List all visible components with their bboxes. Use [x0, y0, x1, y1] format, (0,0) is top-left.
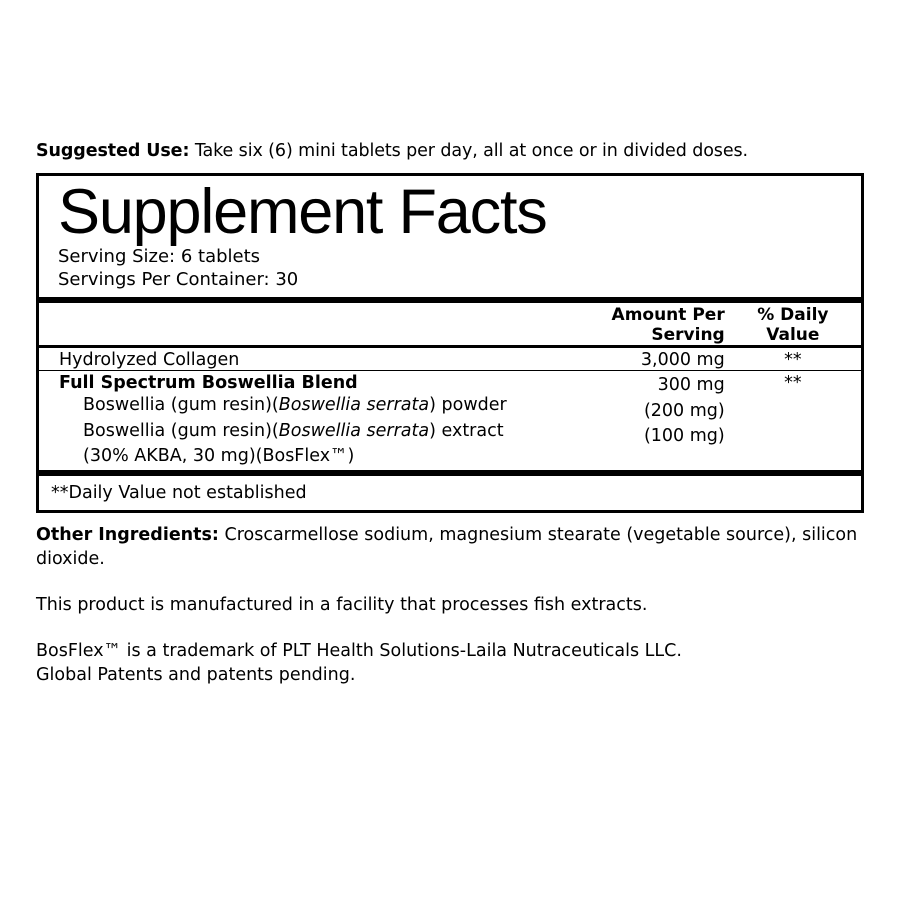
- suggested-use-label: Suggested Use:: [36, 141, 190, 161]
- blend-daily-value: **: [784, 373, 802, 394]
- sub-item-pre: Boswellia (gum resin)(: [83, 420, 279, 441]
- trademark-note-line2: Global Patents and patents pending.: [36, 665, 356, 686]
- servings-per-container: Servings Per Container: 30: [58, 269, 299, 291]
- blend-amount-cell: [554, 373, 738, 469]
- table-row: [49, 350, 851, 370]
- blend-sub-item: [59, 393, 554, 418]
- other-ingredients-label: Other Ingredients:: [36, 524, 219, 545]
- other-ingredients-text: Croscarmellose sodium, magnesium stearate (vegetable source), silicon dioxide.: [36, 524, 858, 569]
- supplement-facts-panel: [36, 173, 864, 513]
- daily-value-footnote: **Daily Value not established: [51, 482, 307, 503]
- suggested-use-text: Take six (6) mini tablets per day, all at once or in divided doses.: [189, 141, 748, 161]
- blend-sub-note: (30% AKBA, 30 mg)(BosFlex™): [83, 446, 355, 467]
- header-amount-per-serving: Amount Per Serving: [611, 305, 725, 346]
- serving-size: Serving Size: 6 tablets: [58, 246, 261, 268]
- row-amount: 3,000 mg: [640, 350, 725, 371]
- panel-title: Supplement Facts: [58, 176, 547, 247]
- sub-item-species: Boswellia serrata: [278, 395, 430, 416]
- serving-info: [58, 245, 851, 291]
- other-ingredients: [36, 523, 864, 571]
- row-name: Hydrolyzed Collagen: [59, 350, 240, 371]
- blend-title: Full Spectrum Boswellia Blend: [59, 373, 358, 394]
- panel-columns-header: [39, 303, 861, 345]
- trademark-note-line1: BosFlex™ is a trademark of PLT Health Solutions-Laila Nutraceuticals LLC.: [36, 640, 682, 661]
- sub-item-species: Boswellia serrata: [278, 420, 430, 441]
- suggested-use-line: [36, 140, 864, 164]
- facility-note: This product is manufactured in a facility that processes fish extracts.: [36, 594, 648, 615]
- supplement-label: [36, 140, 864, 687]
- blend-sub-item: [59, 419, 554, 444]
- blend-name-cell: [49, 373, 554, 469]
- panel-header: [39, 176, 861, 292]
- trademark-note: [36, 639, 864, 687]
- sub-item-post: ) extract: [429, 420, 504, 441]
- sub-item-post: ) powder: [429, 395, 507, 416]
- header-daily-value: % Daily Value: [757, 305, 829, 346]
- table-row: [49, 373, 851, 469]
- blend-section: [39, 371, 861, 469]
- sub-item-pre: Boswellia (gum resin)(: [83, 395, 279, 416]
- row-daily-value: **: [784, 350, 802, 371]
- header-blank: [49, 305, 554, 345]
- blend-amount: 300 mg: [657, 375, 725, 396]
- blend-sub-amount: (100 mg): [643, 426, 725, 447]
- blend-sub-amount: (200 mg): [643, 400, 725, 421]
- nutrient-rows: [39, 348, 861, 370]
- table-header-row: [49, 305, 851, 345]
